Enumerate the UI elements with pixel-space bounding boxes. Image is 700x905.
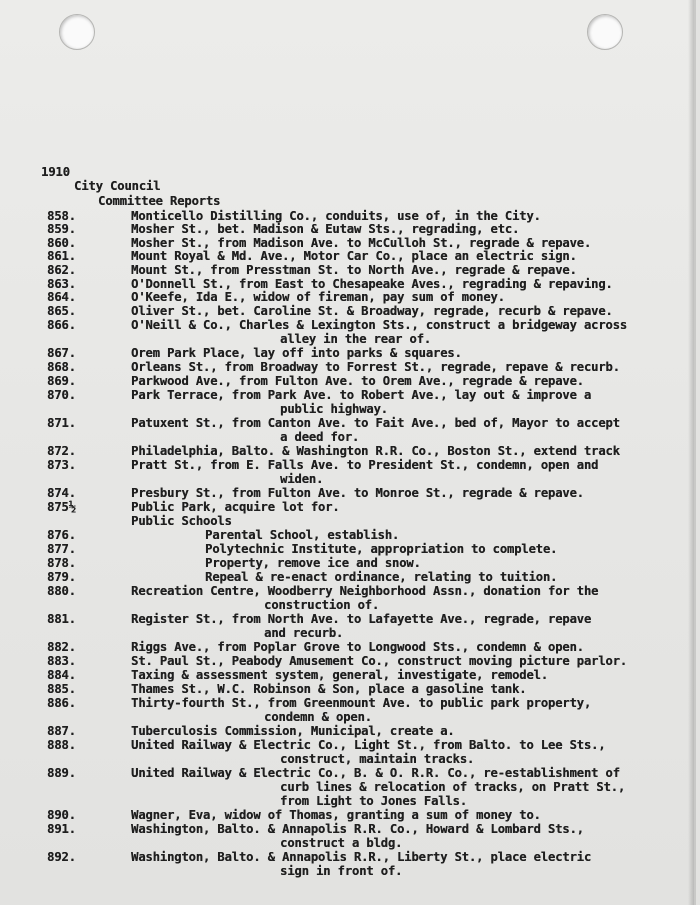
entry-number: 885. [47,682,76,696]
entry-number: 859. [47,222,76,236]
entry-number: 868. [47,360,76,374]
entry-text: Mount St., from Presstman St. to North Ave., regrade & repave. [131,263,577,277]
entry-text: Washington, Balto. & Annapolis R.R., Liberty St., place electric [131,850,591,864]
entry-text: United Railway & Electric Co., B. & O. R.R. Co., re-establishment of [131,766,620,780]
entry-text: Parkwood Ave., from Fulton Ave. to Orem Ave., regrade & repave. [131,374,584,388]
entry-text: Wagner, Eva, widow of Thomas, granting a sum of money to. [131,808,541,822]
entry-number: 866. [47,318,76,332]
entry-text: Parental School, establish. [205,528,400,542]
entry-number: 874. [47,486,76,500]
entry-text: Repeal & re-enact ordinance, relating to tuition. [205,570,558,584]
entry-number: 858. [47,209,76,223]
line-text: City Council [74,179,161,193]
entry-number: 881. [47,612,76,626]
entry-text: Pratt St., from E. Falls Ave. to President St., condemn, open and [131,458,599,472]
entry-number: 882. [47,640,76,654]
entry-number: 887. [47,724,76,738]
entry-number: 861. [47,249,76,263]
entry-text: St. Paul St., Peabody Amusement Co., construct moving picture parlor. [131,654,627,668]
entry-text: Public Schools [131,514,232,528]
entry-text: condemn & open. [264,710,372,724]
entry-number: 890. [47,808,76,822]
entry-text: Property, remove ice and snow. [205,556,421,570]
entry-text: Public Park, acquire lot for. [131,500,340,514]
entry-text: widen. [280,472,324,486]
entry-number: 886. [47,696,76,710]
entry-text: O'Donnell St., from East to Chesapeake Aves., regrading & repaving. [131,277,613,291]
entry-text: from Light to Jones Falls. [280,794,467,808]
entry-text: Presbury St., from Fulton Ave. to Monroe St., regrade & repave. [131,486,584,500]
entry-text: curb lines & relocation of tracks, on Pratt St., [280,780,625,794]
entry-number: 875½ [47,500,76,514]
punch-hole-left [59,14,95,50]
entry-text: Mosher St., from Madison Ave. to McCulloh St., regrade & repave. [131,236,591,250]
line-text: Committee Reports [98,194,221,208]
entry-text: Taxing & assessment system, general, investigate, remodel. [131,668,548,682]
entry-text: Polytechnic Institute, appropriation to complete. [205,542,558,556]
entry-number: 880. [47,584,76,598]
entry-text: Orem Park Place, lay off into parks & squares. [131,346,462,360]
entry-text: construct, maintain tracks. [280,752,475,766]
entry-number: 860. [47,236,76,250]
entry-text: O'Neill & Co., Charles & Lexington Sts., construct a bridgeway across [131,318,627,332]
entry-text: construct a bldg. [280,836,403,850]
entry-text: a deed for. [280,430,360,444]
entry-text: Tuberculosis Commission, Municipal, create a. [131,724,455,738]
entry-text: public highway. [280,402,388,416]
entry-number: 862. [47,263,76,277]
entry-text: O'Keefe, Ida E., widow of fireman, pay sum of money. [131,290,505,304]
entry-text: sign in front of. [280,864,403,878]
entry-number: 891. [47,822,76,836]
entry-number: 867. [47,346,76,360]
entry-text: Mount Royal & Md. Ave., Motor Car Co., place an electric sign. [131,249,577,263]
line-text: 1910 [41,165,70,179]
entry-number: 878. [47,556,76,570]
entry-number: 871. [47,416,76,430]
entry-number: 883. [47,654,76,668]
entry-number: 884. [47,668,76,682]
entry-number: 879. [47,570,76,584]
entry-number: 888. [47,738,76,752]
entry-number: 876. [47,528,76,542]
entry-text: Thames St., W.C. Robinson & Son, place a gasoline tank. [131,682,527,696]
entry-number: 873. [47,458,76,472]
entry-text: alley in the rear of. [280,332,431,346]
entry-text: United Railway & Electric Co., Light St., from Balto. to Lee Sts., [131,738,606,752]
entry-text: Washington, Balto. & Annapolis R.R. Co., Howard & Lombard Sts., [131,822,584,836]
entry-text: Philadelphia, Balto. & Washington R.R. Co., Boston St., extend track [131,444,620,458]
entry-number: 863. [47,277,76,291]
page-edge [688,0,694,905]
entry-text: Orleans St., from Broadway to Forrest St., regrade, repave & recurb. [131,360,620,374]
entry-number: 889. [47,766,76,780]
entry-number: 872. [47,444,76,458]
entry-text: Register St., from North Ave. to Lafayette Ave., regrade, repave [131,612,591,626]
entry-text: Thirty-fourth St., from Greenmount Ave. to public park property, [131,696,591,710]
entry-number: 865. [47,304,76,318]
entry-number: 864. [47,290,76,304]
entry-text: Recreation Centre, Woodberry Neighborhood Assn., donation for the [131,584,599,598]
entry-text: construction of. [264,598,379,612]
entry-text: Riggs Ave., from Poplar Grove to Longwood Sts., condemn & open. [131,640,584,654]
entry-number: 892. [47,850,76,864]
entry-text: Park Terrace, from Park Ave. to Robert Ave., lay out & improve a [131,388,591,402]
entry-number: 870. [47,388,76,402]
entry-text: Mosher St., bet. Madison & Eutaw Sts., regrading, etc. [131,222,520,236]
entry-number: 877. [47,542,76,556]
entry-text: Monticello Distilling Co., conduits, use of, in the City. [131,209,541,223]
entry-text: Oliver St., bet. Caroline St. & Broadway, regrade, recurb & repave. [131,304,613,318]
entry-text: and recurb. [264,626,344,640]
entry-text: Patuxent St., from Canton Ave. to Fait Ave., bed of, Mayor to accept [131,416,620,430]
entry-number: 869. [47,374,76,388]
punch-hole-right [587,14,623,50]
